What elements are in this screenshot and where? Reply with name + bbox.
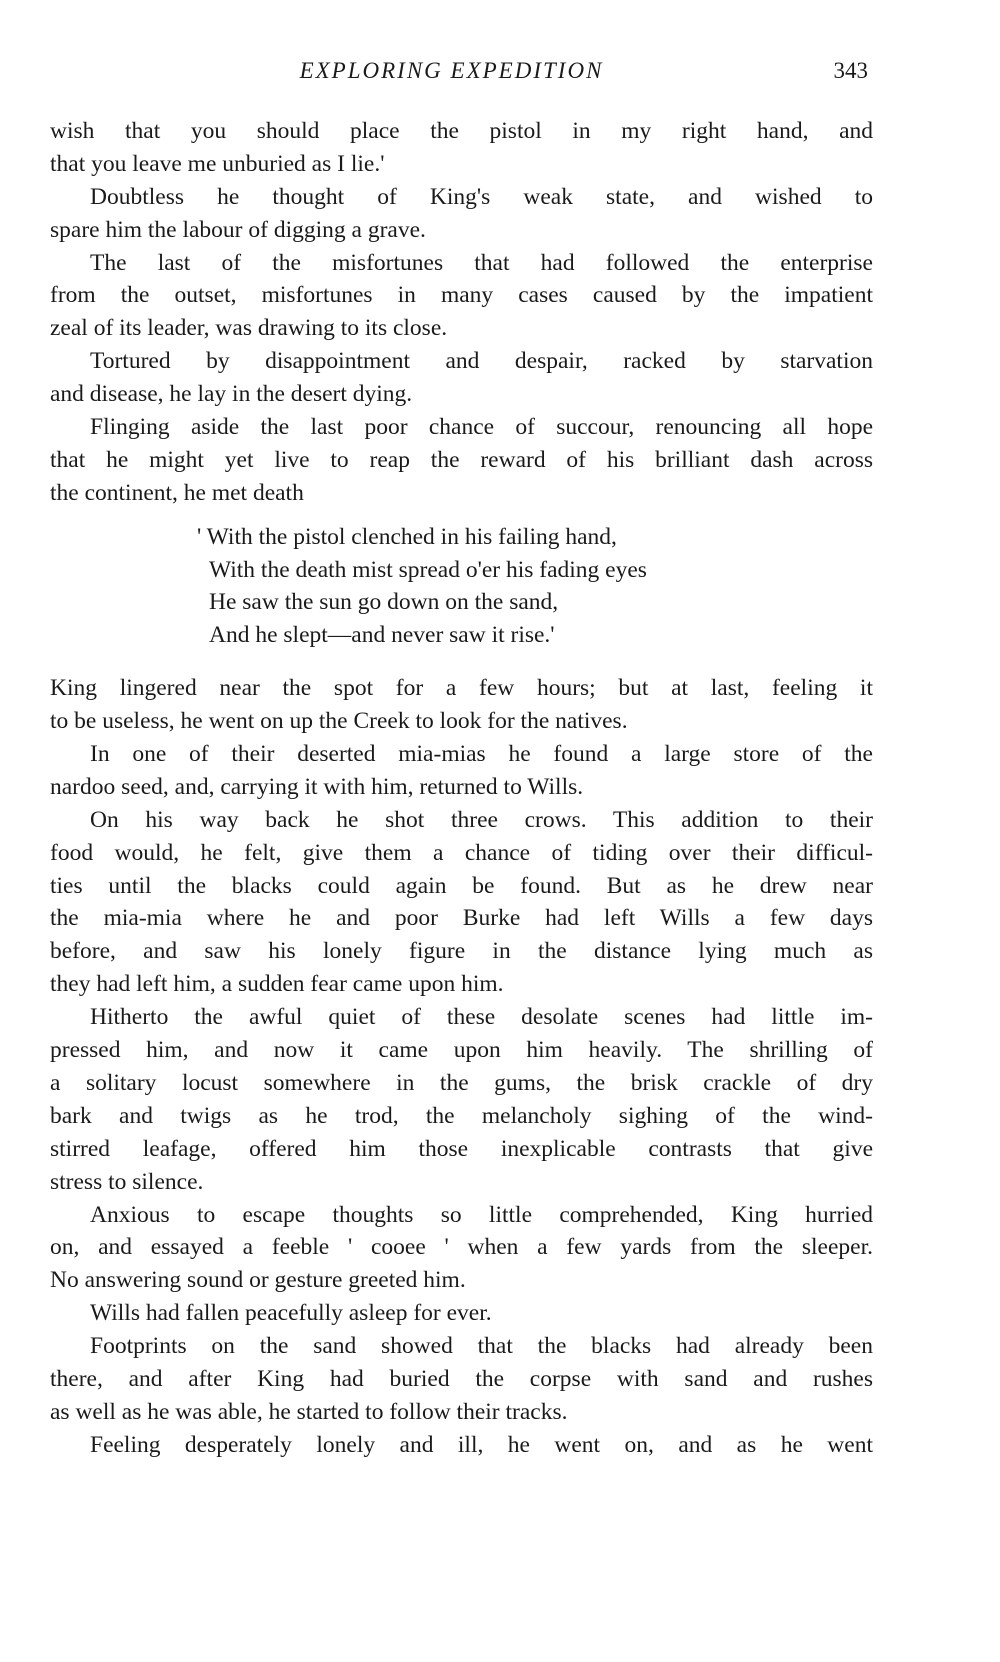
text-line: pressed him, and now it came upon him heavily. The shrilling of: [50, 1037, 873, 1064]
text-line: zeal of its leader, was drawing to its close.: [50, 315, 448, 342]
text-line: The last of the misfortunes that had followed the enterprise: [90, 249, 873, 276]
paragraph: [50, 247, 873, 346]
paragraph: [50, 1297, 873, 1330]
paragraph: [50, 345, 873, 411]
text-line: spare him the labour of digging a grave.: [50, 216, 426, 243]
text-line: Anxious to escape thoughts so little comprehended, King hurried: [90, 1201, 873, 1228]
text-line: wish that you should place the pistol in my right hand, and: [50, 118, 873, 144]
text-line: Wills had fallen peacefully asleep for ever.: [90, 1300, 492, 1327]
text-line: as well as he was able, he started to follow their tracks.: [50, 1398, 568, 1425]
page-body: [50, 115, 873, 1462]
text-line: bark and twigs as he trod, the melancholy sighing of the wind-: [50, 1102, 873, 1129]
text-line: that you leave me unburied as I lie.': [50, 150, 385, 177]
text-line: a solitary locust somewhere in the gums, the brisk crackle of dry: [50, 1069, 873, 1096]
text-line: and disease, he lay in the desert dying.: [50, 381, 413, 408]
paragraph: [50, 804, 873, 1001]
verse-quotation: [197, 521, 873, 653]
text-line: In one of their deserted mia-mias he found a large store of the: [90, 741, 873, 768]
text-line: the mia-mia where he and poor Burke had left Wills a few days: [50, 905, 873, 932]
text-line: stress to silence.: [50, 1168, 204, 1195]
verse-line: ' With the pistol clenched in his failing hand,: [197, 523, 617, 550]
text-line: ties until the blacks could again be found. But as he drew near: [50, 872, 873, 899]
text-line: Hitherto the awful quiet of these desolate scenes had little im-: [90, 1004, 873, 1031]
text-line: Footprints on the sand showed that the blacks had already been: [90, 1333, 873, 1360]
running-header: [50, 58, 873, 92]
paragraph: [50, 672, 873, 738]
text-line: there, and after King had buried the corpse with sand and rushes: [50, 1365, 873, 1392]
text-line: King lingered near the spot for a few hours; but at last, feeling it: [50, 675, 873, 702]
text-line: On his way back he shot three crows. This addition to their: [90, 806, 873, 833]
text-line: stirred leafage, offered him those inexplicable contrasts that give: [50, 1135, 873, 1162]
text-line: Flinging aside the last poor chance of succour, renouncing all hope: [90, 414, 873, 441]
text-line: from the outset, misfortunes in many cases caused by the impatient: [50, 282, 873, 309]
verse-line: And he slept—and never saw it rise.': [209, 622, 555, 649]
text-line: that he might yet live to reap the reward of his brilliant dash across: [50, 446, 873, 473]
paragraph: [50, 411, 873, 510]
paragraph: [50, 738, 873, 804]
text-line: nardoo seed, and, carrying it with him, returned to Wills.: [50, 773, 584, 800]
paragraph: [50, 115, 873, 181]
text-line: Feeling desperately lonely and ill, he went on, and as he went: [90, 1431, 873, 1458]
page-number: 343: [833, 58, 868, 83]
text-line: the continent, he met death: [50, 479, 304, 506]
text-line: on, and essayed a feeble ' cooee ' when a few yards from the sleeper.: [50, 1234, 873, 1261]
text-line: before, and saw his lonely figure in the distance lying much as: [50, 938, 873, 965]
verse-line: With the death mist spread o'er his fading eyes: [209, 556, 647, 583]
text-line: they had left him, a sudden fear came upon him.: [50, 971, 504, 998]
paragraph: [50, 1429, 873, 1462]
verse-line: He saw the sun go down on the sand,: [209, 589, 559, 616]
paragraph: [50, 1001, 873, 1198]
text-line: Tortured by disappointment and despair, racked by starvation: [90, 348, 873, 375]
paragraph: [50, 181, 873, 247]
paragraph: [50, 1199, 873, 1298]
text-line: food would, he felt, give them a chance of tiding over their difficul-: [50, 839, 873, 866]
running-title: EXPLORING EXPEDITION: [299, 58, 604, 83]
text-line: to be useless, he went on up the Creek to look for the natives.: [50, 708, 628, 735]
paragraph: [50, 1330, 873, 1429]
text-line: No answering sound or gesture greeted him.: [50, 1267, 466, 1294]
text-line: Doubtless he thought of King's weak state, and wished to: [90, 183, 873, 210]
